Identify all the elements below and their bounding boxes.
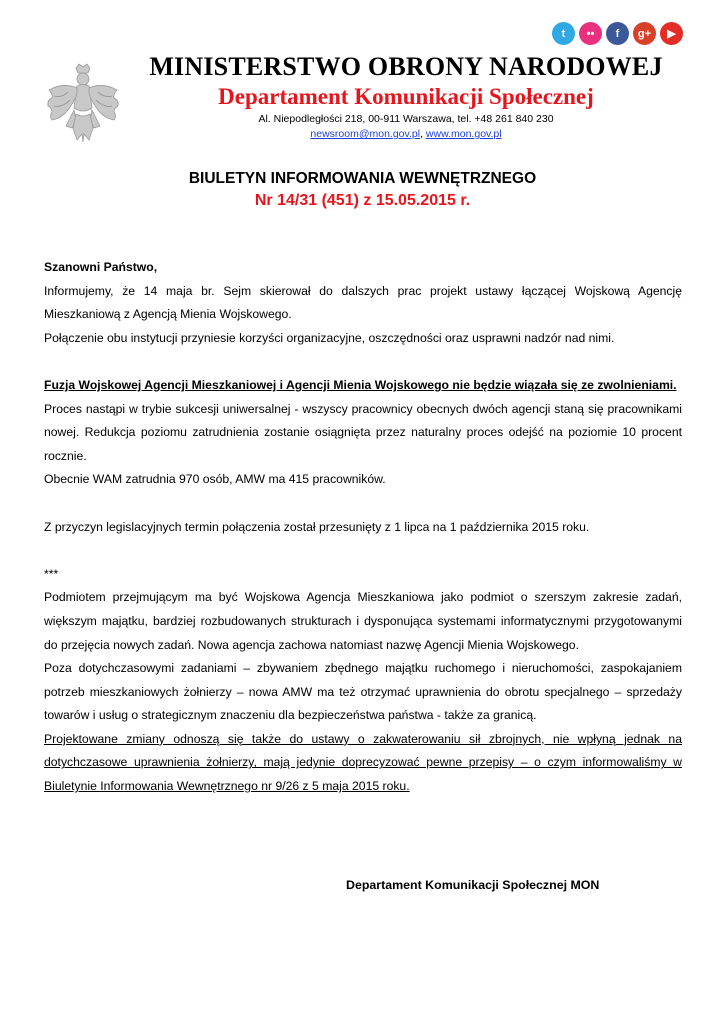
email-link[interactable]: newsroom@mon.gov.pl: [310, 128, 421, 140]
twitter-icon[interactable]: t: [552, 22, 575, 45]
department-title: Departament Komunikacji Społecznej: [218, 84, 594, 109]
paragraph: Połączenie obu instytucji przyniesie korzyści organizacyjne, oszczędności oraz usprawni nadzór nad nimi.: [44, 330, 615, 345]
youtube-icon[interactable]: ▶: [660, 22, 683, 45]
bulletin-title: BIULETYN INFORMOWANIA WEWNĘTRZNEGO: [188, 170, 537, 187]
letter-body: [44, 256, 682, 799]
paragraph: Poza dotychczasowymi zadaniami – zbywaniem zbędnego majątku ruchomego i nieruchomości, zaspokajaniem potrzeb mieszkaniowych żołnierzy – nowa AMW ma też otrzymać uprawnienia do obrotu specjalnego – sprzedaży towarów i usług o strategicznym znaczeniu dla bezpieczeństwa państwa - także za granicą.: [44, 661, 682, 723]
greeting: Szanowni Państwo,: [44, 260, 158, 274]
contact-links: [132, 128, 680, 140]
section-separator: ***: [44, 566, 59, 581]
paragraph: Podmiotem przejmującym ma być Wojskowa Agencja Mieszkaniowa jako podmiot o szerszym zakresie zadań, większym majątku, bardziej rozbudowanych strukturach i dysponująca systemami informatycznymi przygotowanymi do przejęcia nowych zadań. Nowa agencja zachowa natomiast nazwę Agencji Mienia Wojskowego.: [44, 590, 682, 652]
signature: Departament Komunikacji Społecznej MON: [346, 878, 600, 892]
googleplus-icon[interactable]: g+: [633, 22, 656, 45]
website-link[interactable]: www.mon.gov.pl: [425, 128, 502, 140]
social-icons: [552, 22, 683, 45]
section-heading: Fuzja Wojskowej Agencji Mieszkaniowej i Agencji Mienia Wojskowego nie będzie wiązała się ze zwolnieniami.: [44, 377, 677, 392]
bulletin-number: Nr 14/31 (451) z 15.05.2015 r.: [254, 192, 471, 209]
paragraph: Z przyczyn legislacyjnych termin połączenia został przesunięty z 1 lipca na 1 października 2015 roku.: [44, 519, 590, 534]
paragraph: Informujemy, że 14 maja br. Sejm skierował do dalszych prac projekt ustawy łączącej Wojskową Agencję Mieszkaniową z Agencją Mienia Wojskowego.: [44, 283, 682, 322]
paragraph: Obecnie WAM zatrudnia 970 osób, AMW ma 415 pracowników.: [44, 472, 386, 487]
address-line: Al. Niepodległości 218, 00-911 Warszawa, tel. +48 261 840 230: [258, 113, 554, 125]
ministry-title: MINISTERSTWO OBRONY NARODOWEJ: [149, 52, 663, 81]
link-separator: ,: [420, 128, 426, 140]
paragraph: Proces nastąpi w trybie sukcesji uniwersalnej - wszyscy pracownicy obecnych dwóch agencji staną się pracownikami nowej. Redukcja poziomu zatrudnienia zostanie osiągnięta przez naturalny proces odejść na poziomie 10 procent rocznie.: [44, 401, 682, 463]
paragraph-underlined: Projektowane zmiany odnoszą się także do ustawy o zakwaterowaniu sił zbrojnych, nie wpłyną jednak na dotychczasowe uprawnienia żołnierzy, mają jedynie doprecyzować pewne przepisy – o czym informowaliśmy w Biuletynie Informowania Wewnętrznego nr 9/26 z 5 maja 2015 roku.: [44, 731, 682, 794]
facebook-icon[interactable]: f: [606, 22, 629, 45]
flickr-icon[interactable]: ••: [579, 22, 602, 45]
eagle-emblem-icon: [44, 62, 122, 148]
